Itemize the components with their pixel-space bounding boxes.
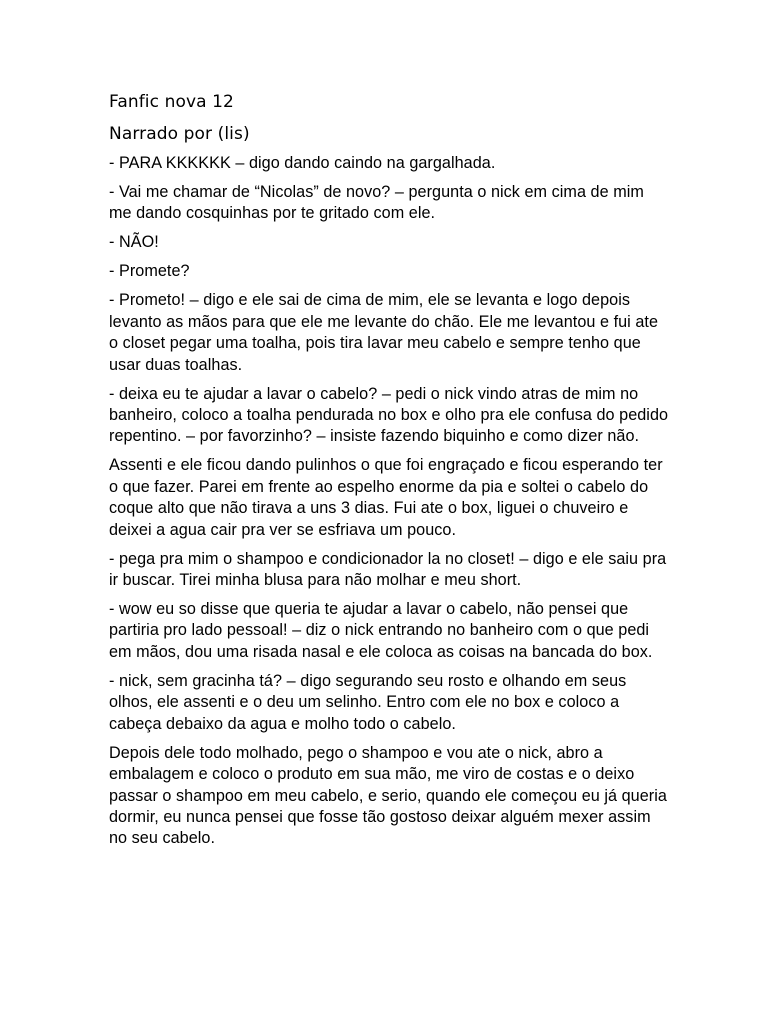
narrator-line: Narrado por (lis) bbox=[109, 124, 250, 144]
paragraph-3: - NÃO! bbox=[109, 233, 159, 252]
paragraph-7: Assenti e ele ficou dando pulinhos o que foi engraçado e ficou esperando ter o que fazer. Parei em frente ao espelho enorme da pia e soltei o cabelo do coque alto que não tirava a uns 3 dias. Fui ate o box, liguei o chuveiro e deixei a agua cair pra ver se esfriava um pouco. bbox=[109, 456, 663, 539]
paragraph-9: - wow eu so disse que queria te ajudar a lavar o cabelo, não pensei que partiria pro lado pessoal! – diz o nick entrando no banheiro com o que pedi em mãos, dou uma risada nasal e ele coloca as coisas na bancada do box. bbox=[109, 600, 653, 661]
paragraph-11: Depois dele todo molhado, pego o shampoo e vou ate o nick, abro a embalagem e coloco o produto em sua mão, me viro de costas e o deixo passar o shampoo em meu cabelo, e serio, quando ele começou eu já queria dormir, eu nunca pensei que fosse tão gostoso deixar alguém mexer assim no seu cabelo. bbox=[109, 743, 667, 848]
paragraph-2: - Vai me chamar de “Nicolas” de novo? – pergunta o nick em cima de mim me dando cosquinhas por te gritado com ele. bbox=[109, 183, 644, 223]
paragraph-8: - pega pra mim o shampoo e condicionador la no closet! – digo e ele saiu pra ir buscar. Tirei minha blusa para não molhar e meu short. bbox=[109, 549, 667, 590]
paragraph-10: - nick, sem gracinha tá? – digo segurando seu rosto e olhando em seus olhos, ele assenti e o deu um selinho. Entro com ele no box e coloco a cabeça debaixo da agua e molho todo o cabelo. bbox=[109, 671, 627, 733]
paragraph-1: - PARA KKKKKK – digo dando caindo na gargalhada. bbox=[109, 154, 496, 172]
paragraph-4: - Promete? bbox=[109, 262, 190, 281]
paragraph-5: - Prometo! – digo e ele sai de cima de mim, ele se levanta e logo depois levanto as mãos para que ele me levante do chão. Ele me levantou e fui ate o closet pegar uma toalha, pois tira lavar meu cabelo e sempre tenho que usar duas toalhas. bbox=[109, 291, 659, 374]
paragraph-6: - deixa eu te ajudar a lavar o cabelo? – pedi o nick vindo atras de mim no banheiro, coloco a toalha pendurada no box e olho pra ele confusa do pedido repentino. – por favorzinho? – insiste fazendo biquinho e como dizer não. bbox=[109, 384, 669, 446]
document-body bbox=[109, 89, 669, 857]
document-title: Fanfic nova 12 bbox=[109, 92, 234, 112]
